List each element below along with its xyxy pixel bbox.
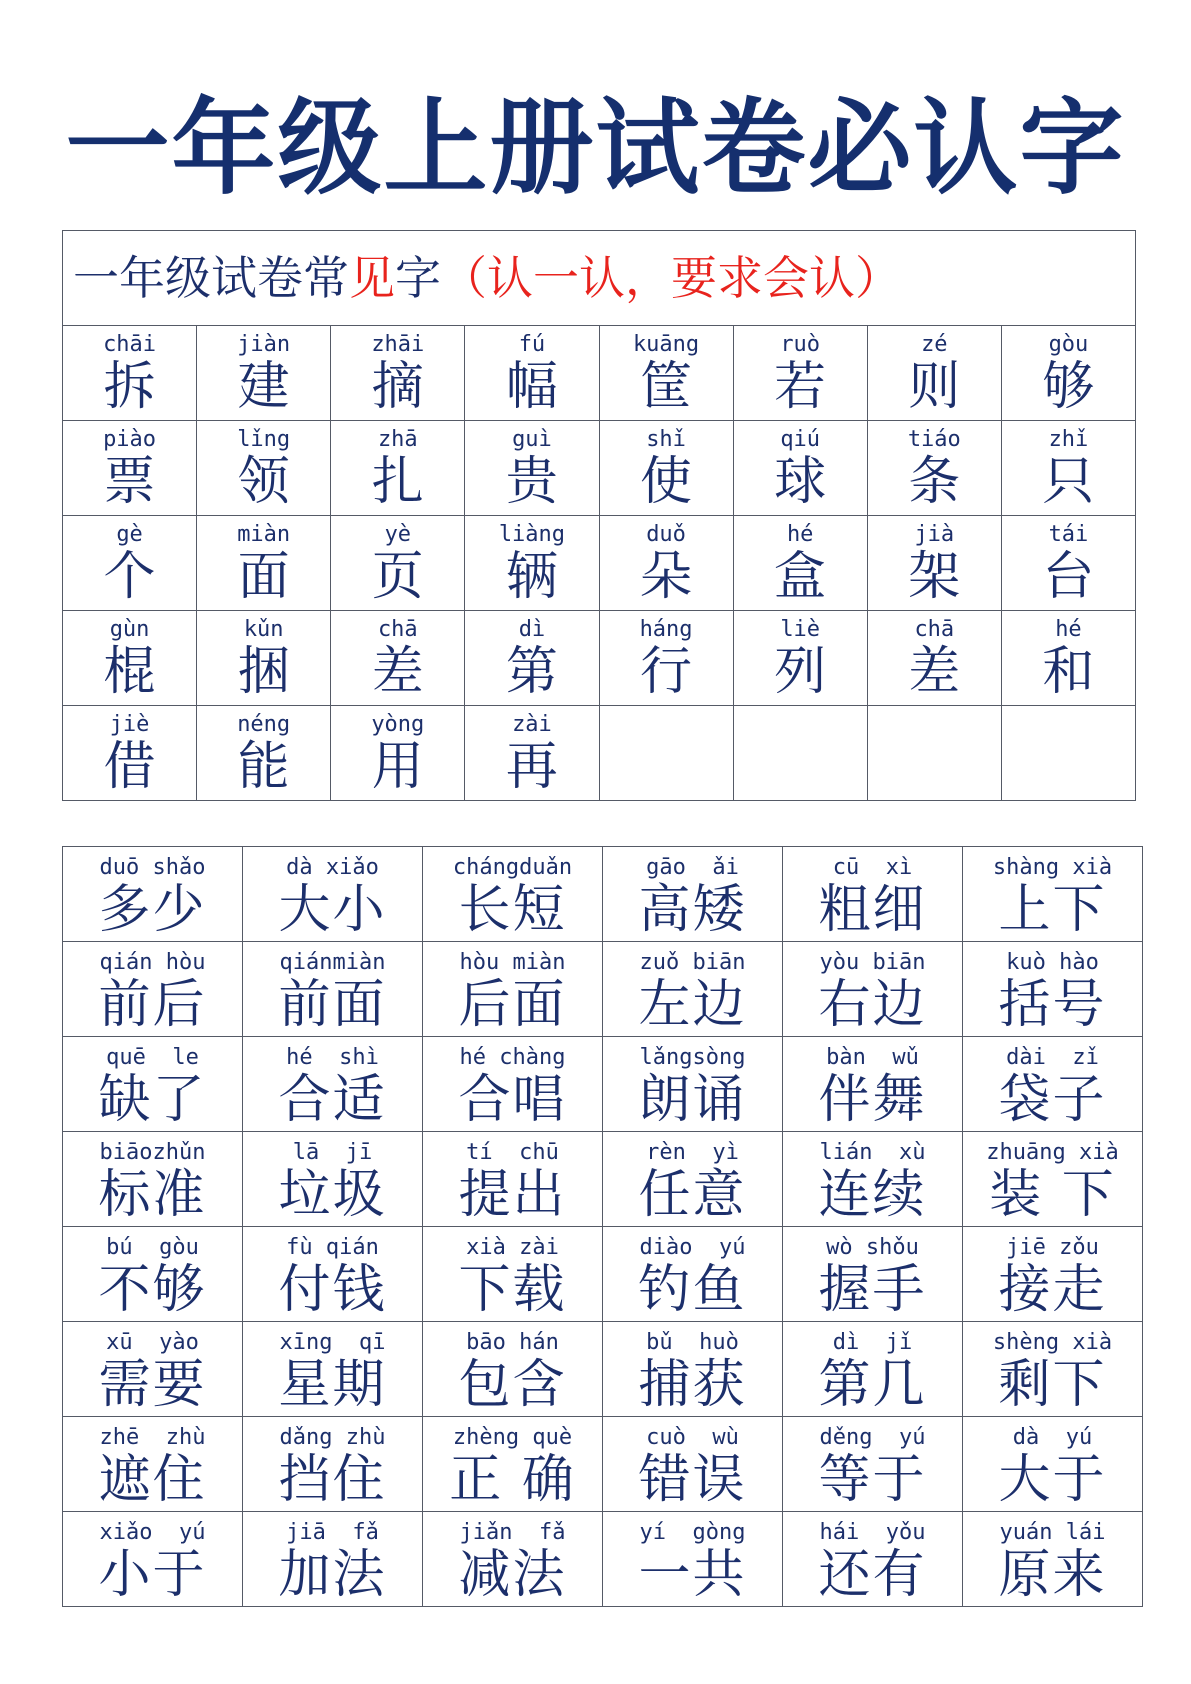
- pinyin-label: dì: [518, 617, 546, 642]
- hanzi-character: 挡住: [278, 1450, 387, 1510]
- pinyin-label: cū xì: [832, 855, 913, 880]
- hanzi-character: 列: [774, 642, 827, 702]
- pinyin-label: chā: [377, 617, 418, 642]
- table-cell: [867, 516, 1001, 611]
- hanzi-character: 盒: [774, 547, 827, 607]
- hanzi-character: 和: [1042, 642, 1095, 702]
- hanzi-character: 连续: [818, 1165, 927, 1225]
- pinyin-label: chā: [914, 617, 955, 642]
- word-table: [62, 846, 1143, 1607]
- pinyin-label: lián xù: [819, 1140, 926, 1165]
- pinyin-label: yè: [384, 522, 412, 547]
- table-cell: [1001, 706, 1135, 801]
- hanzi-character: 大于: [998, 1450, 1107, 1510]
- table-cell: [783, 942, 963, 1037]
- pinyin-label: zé: [921, 332, 948, 357]
- table-cell: [63, 1227, 243, 1322]
- pinyin-label: yuán lái: [999, 1520, 1106, 1545]
- table-cell: [1001, 516, 1135, 611]
- hanzi-character: 筐: [640, 357, 693, 417]
- table-cell: [243, 1322, 423, 1417]
- pinyin-label: háng: [639, 617, 693, 642]
- hanzi-character: 粗细: [818, 880, 927, 940]
- table-cell: [867, 421, 1001, 516]
- pinyin-label: kuò hào: [1006, 950, 1099, 975]
- hanzi-character: 若: [774, 357, 827, 417]
- pinyin-label: yòng: [371, 712, 425, 737]
- table-cell: [603, 1322, 783, 1417]
- pinyin-label: dà yú: [1012, 1425, 1093, 1450]
- pinyin-label: jià: [914, 522, 955, 547]
- table-cell: [465, 611, 599, 706]
- hanzi-character: 缺了: [98, 1070, 207, 1130]
- pinyin-label: bú gòu: [106, 1235, 199, 1260]
- pinyin-label: gāo ǎi: [646, 855, 739, 880]
- table-cell: [243, 1227, 423, 1322]
- hanzi-character: 后面: [458, 975, 567, 1035]
- pinyin-label: biāozhǔn: [99, 1140, 206, 1165]
- hanzi-character: 领: [237, 452, 290, 512]
- hanzi-character: 只: [1042, 452, 1095, 512]
- hanzi-character: 差: [371, 642, 424, 702]
- table-cell: [63, 847, 243, 942]
- table-cell: [783, 1132, 963, 1227]
- table-cell: [331, 611, 465, 706]
- hanzi-character: 合唱: [458, 1070, 567, 1130]
- table-cell: [733, 516, 867, 611]
- table-cell: [603, 1132, 783, 1227]
- table-cell: [599, 516, 733, 611]
- hanzi-character: 使: [640, 452, 693, 512]
- pinyin-label: chāi: [103, 332, 157, 357]
- pinyin-label: hé: [1055, 617, 1082, 642]
- hanzi-character: 多少: [98, 880, 207, 940]
- pinyin-label: zhāi: [371, 332, 425, 357]
- pinyin-label: dǎng zhù: [279, 1425, 386, 1450]
- hanzi-character: 借: [103, 737, 156, 797]
- pinyin-label: gè: [116, 522, 143, 547]
- hanzi-character: 括号: [998, 975, 1107, 1035]
- table-cell: [197, 516, 331, 611]
- hanzi-character: 幅: [505, 357, 558, 417]
- hanzi-character: 前面: [278, 975, 387, 1035]
- table-row: [63, 942, 1143, 1037]
- pinyin-label: yí gòng: [639, 1520, 746, 1545]
- hanzi-character: 长短: [458, 880, 567, 940]
- pinyin-label: fù qián: [286, 1235, 379, 1260]
- pinyin-label: qiánmiàn: [279, 950, 386, 975]
- hanzi-character: 辆: [505, 547, 558, 607]
- pinyin-label: jiǎn fǎ: [459, 1520, 566, 1545]
- hanzi-character: 原来: [998, 1545, 1107, 1605]
- pinyin-label: lā jī: [292, 1140, 373, 1165]
- hanzi-character: 票: [103, 452, 156, 512]
- table-cell: [599, 611, 733, 706]
- table-cell: [867, 611, 1001, 706]
- table-cell: [63, 421, 197, 516]
- hanzi-character: 摘: [371, 357, 424, 417]
- table-cell: [603, 1417, 783, 1512]
- hanzi-character: 上下: [998, 880, 1107, 940]
- hanzi-character: 面: [237, 547, 290, 607]
- hanzi-character: 大小: [278, 880, 387, 940]
- table-cell: [243, 1132, 423, 1227]
- pinyin-label: tiáo: [907, 427, 961, 452]
- pinyin-label: hé: [786, 522, 814, 547]
- pinyin-label: bàn wǔ: [826, 1045, 919, 1070]
- table-cell: [733, 421, 867, 516]
- pinyin-label: zhǐ: [1048, 427, 1089, 452]
- table-row: [63, 1132, 1143, 1227]
- table-cell: [63, 1322, 243, 1417]
- table-cell: [783, 847, 963, 942]
- table-cell: [783, 1037, 963, 1132]
- pinyin-label: fú: [518, 332, 546, 357]
- hanzi-character: 个: [103, 547, 156, 607]
- table-cell: [63, 516, 197, 611]
- pinyin-label: néng: [237, 712, 291, 737]
- hanzi-character: 付钱: [278, 1260, 387, 1320]
- header-text-red-char: 见: [349, 251, 395, 305]
- table-cell: [599, 706, 733, 801]
- pinyin-label: tí chū: [466, 1140, 559, 1165]
- pinyin-label: dài zǐ: [1006, 1045, 1099, 1070]
- pinyin-label: děng yú: [819, 1425, 926, 1450]
- hanzi-character: 用: [371, 737, 424, 797]
- table-cell: [963, 1322, 1143, 1417]
- table-cell: [465, 516, 599, 611]
- page-title: 一年级上册试卷必认字: [65, 87, 1126, 209]
- pinyin-label: miàn: [237, 522, 291, 547]
- hanzi-character: 朗诵: [638, 1070, 747, 1130]
- table-cell: [423, 1227, 603, 1322]
- table-cell: [963, 847, 1143, 942]
- table-row: [63, 847, 1143, 942]
- hanzi-character: 伴舞: [818, 1070, 927, 1130]
- table-cell: [331, 326, 465, 421]
- table-cell: [243, 1512, 423, 1607]
- table-cell: [423, 1322, 603, 1417]
- table-cell: [733, 706, 867, 801]
- single-character-table: [62, 230, 1136, 801]
- pinyin-label: chángduǎn: [452, 855, 573, 880]
- table-cell: [963, 1037, 1143, 1132]
- table-cell: [603, 942, 783, 1037]
- pinyin-label: dà xiǎo: [286, 855, 379, 880]
- table-cell: [963, 1512, 1143, 1607]
- pinyin-label: shàng xià: [992, 855, 1113, 880]
- table-cell: [963, 1227, 1143, 1322]
- table-cell: [63, 326, 197, 421]
- hanzi-character: 高矮: [638, 880, 747, 940]
- pinyin-label: ruò: [780, 332, 821, 357]
- pinyin-label: xiǎo yú: [99, 1520, 206, 1545]
- hanzi-character: 够: [1042, 357, 1095, 417]
- hanzi-character: 第: [505, 642, 558, 702]
- table-cell: [331, 421, 465, 516]
- pinyin-label: zhē zhù: [99, 1425, 206, 1450]
- table-row: [63, 1037, 1143, 1132]
- pinyin-label: diào yú: [639, 1235, 746, 1260]
- table-cell: [963, 942, 1143, 1037]
- hanzi-character: 左边: [638, 975, 747, 1035]
- hanzi-character: 包含: [458, 1355, 567, 1415]
- pinyin-label: gòu: [1048, 332, 1089, 357]
- hanzi-character: 下载: [458, 1260, 567, 1320]
- table-cell: [733, 326, 867, 421]
- hanzi-character: 差: [908, 642, 961, 702]
- table-row: [63, 1512, 1143, 1607]
- table-row: [63, 421, 1136, 516]
- pinyin-label: jiā fǎ: [286, 1520, 379, 1545]
- table-cell: [603, 1037, 783, 1132]
- hanzi-character: 拆: [103, 357, 156, 417]
- table-cell: [465, 706, 599, 801]
- table-cell: [197, 326, 331, 421]
- pinyin-label: hái yǒu: [819, 1520, 926, 1545]
- pinyin-label: tái: [1048, 522, 1089, 547]
- hanzi-character: 钓鱼: [638, 1260, 747, 1320]
- pinyin-label: xīng qī: [279, 1330, 386, 1355]
- table-row: [63, 706, 1136, 801]
- hanzi-character: 前后: [98, 975, 207, 1035]
- table-header-row: [63, 231, 1136, 326]
- pinyin-label: quē le: [106, 1045, 199, 1070]
- table-row: [63, 326, 1136, 421]
- pinyin-label: kuāng: [632, 332, 700, 357]
- table-cell: [465, 326, 599, 421]
- hanzi-character: 小于: [98, 1545, 207, 1605]
- hanzi-character: 标准: [98, 1165, 207, 1225]
- hanzi-character: 捆: [237, 642, 290, 702]
- header-text-middle: 字: [395, 251, 441, 305]
- hanzi-character: 能: [237, 737, 290, 797]
- hanzi-character: 合适: [278, 1070, 387, 1130]
- table-cell: [243, 942, 423, 1037]
- table-cell: [867, 326, 1001, 421]
- pinyin-label: shǐ: [646, 427, 686, 452]
- pinyin-label: qiú: [780, 427, 821, 452]
- pinyin-label: jiè: [109, 712, 150, 737]
- table-cell: [197, 611, 331, 706]
- hanzi-character: 还有: [818, 1545, 927, 1605]
- table-cell: [599, 421, 733, 516]
- table-cell: [867, 706, 1001, 801]
- hanzi-character: 提出: [458, 1165, 567, 1225]
- hanzi-character: 捕获: [638, 1355, 747, 1415]
- table-cell: [733, 611, 867, 706]
- hanzi-character: 剩下: [998, 1355, 1107, 1415]
- hanzi-character: 条: [908, 452, 961, 512]
- pinyin-label: duō shǎo: [99, 855, 206, 880]
- hanzi-character: 贵: [505, 452, 558, 512]
- pinyin-label: dì jǐ: [832, 1330, 913, 1355]
- table-cell: [63, 1132, 243, 1227]
- hanzi-character: 建: [237, 357, 290, 417]
- hanzi-character: 星期: [278, 1355, 387, 1415]
- hanzi-character: 棍: [103, 642, 156, 702]
- pinyin-label: hé chàng: [459, 1045, 566, 1070]
- table-row: [63, 1227, 1143, 1322]
- table-row: [63, 611, 1136, 706]
- pinyin-label: qián hòu: [99, 950, 206, 975]
- table-cell: [243, 847, 423, 942]
- pinyin-label: duǒ: [646, 522, 686, 547]
- table-cell: [331, 706, 465, 801]
- hanzi-character: 再: [505, 737, 558, 797]
- table-cell: [197, 421, 331, 516]
- pinyin-label: xū yào: [106, 1330, 199, 1355]
- hanzi-character: 等于: [818, 1450, 927, 1510]
- pinyin-label: guì: [512, 427, 552, 452]
- pinyin-label: hé shì: [286, 1045, 379, 1070]
- table-cell: [783, 1512, 963, 1607]
- table-cell: [963, 1417, 1143, 1512]
- hanzi-character: 需要: [98, 1355, 207, 1415]
- table-cell: [243, 1037, 423, 1132]
- pinyin-label: zhuāng xià: [986, 1140, 1119, 1165]
- table-cell: [423, 1512, 603, 1607]
- hanzi-character: 错误: [638, 1450, 747, 1510]
- table-cell: [423, 847, 603, 942]
- pinyin-label: hòu miàn: [459, 950, 566, 975]
- pinyin-label: xià zài: [466, 1235, 559, 1260]
- hanzi-character: 加法: [278, 1545, 387, 1605]
- pinyin-label: zài: [512, 712, 552, 737]
- table-row: [63, 1417, 1143, 1512]
- hanzi-character: 右边: [818, 975, 927, 1035]
- table-row: [63, 516, 1136, 611]
- table-cell: [423, 1132, 603, 1227]
- hanzi-character: 垃圾: [278, 1165, 387, 1225]
- hanzi-character: 一共: [638, 1545, 747, 1605]
- table-cell: [1001, 611, 1135, 706]
- hanzi-character: 不够: [98, 1260, 207, 1320]
- table-cell: [63, 1512, 243, 1607]
- table-cell: [63, 1417, 243, 1512]
- table-cell: [465, 421, 599, 516]
- hanzi-character: 任意: [638, 1165, 747, 1225]
- table-cell: [197, 706, 331, 801]
- pinyin-label: bāo hán: [466, 1330, 559, 1355]
- table-cell: [63, 942, 243, 1037]
- pinyin-label: rèn yì: [646, 1140, 739, 1165]
- pinyin-label: gùn: [109, 617, 150, 642]
- table-cell: [331, 516, 465, 611]
- pinyin-label: liàng: [498, 522, 566, 547]
- header-text-instruction: （认一认，要求会认）: [441, 251, 901, 305]
- hanzi-character: 第几: [818, 1355, 927, 1415]
- table-header: [63, 231, 1136, 326]
- pinyin-label: cuò wù: [646, 1425, 739, 1450]
- pinyin-label: wò shǒu: [826, 1235, 919, 1260]
- hanzi-character: 遮住: [98, 1450, 207, 1510]
- pinyin-label: lǎngsòng: [639, 1045, 746, 1070]
- hanzi-character: 球: [774, 452, 827, 512]
- table-cell: [963, 1132, 1143, 1227]
- table-cell: [783, 1322, 963, 1417]
- hanzi-character: 页: [371, 547, 424, 607]
- table-cell: [599, 326, 733, 421]
- hanzi-character: 袋子: [998, 1070, 1107, 1130]
- hanzi-character: 减法: [458, 1545, 567, 1605]
- table-cell: [603, 1512, 783, 1607]
- hanzi-character: 则: [908, 357, 961, 417]
- pinyin-label: liè: [780, 617, 821, 642]
- hanzi-character: 握手: [818, 1260, 927, 1320]
- hanzi-character: 接走: [998, 1260, 1107, 1320]
- pinyin-label: jiē zǒu: [1006, 1235, 1099, 1260]
- pinyin-label: kǔn: [243, 617, 284, 642]
- table-cell: [423, 1417, 603, 1512]
- table-cell: [783, 1417, 963, 1512]
- hanzi-character: 朵: [640, 547, 693, 607]
- pinyin-label: zhā: [377, 427, 418, 452]
- table-row: [63, 1322, 1143, 1417]
- table-cell: [63, 1037, 243, 1132]
- table-cell: [1001, 421, 1135, 516]
- table-cell: [423, 1037, 603, 1132]
- header-text-prefix: 一年级试卷常: [73, 251, 349, 305]
- table-cell: [603, 847, 783, 942]
- hanzi-character: 正 确: [449, 1450, 576, 1510]
- hanzi-character: 台: [1042, 547, 1095, 607]
- pinyin-label: jiàn: [237, 332, 291, 357]
- table-cell: [423, 942, 603, 1037]
- table-cell: [603, 1227, 783, 1322]
- hanzi-character: 行: [640, 642, 693, 702]
- table-cell: [1001, 326, 1135, 421]
- table-cell: [63, 706, 197, 801]
- pinyin-label: piào: [103, 427, 157, 452]
- table-cell: [783, 1227, 963, 1322]
- hanzi-character: 扎: [371, 452, 424, 512]
- table-cell: [63, 611, 197, 706]
- hanzi-character: 架: [908, 547, 961, 607]
- table-cell: [243, 1417, 423, 1512]
- hanzi-character: 装 下: [989, 1165, 1116, 1225]
- pinyin-label: zhèng què: [452, 1425, 573, 1450]
- pinyin-label: shèng xià: [992, 1330, 1113, 1355]
- pinyin-label: lǐng: [237, 427, 291, 452]
- pinyin-label: zuǒ biān: [639, 950, 746, 975]
- pinyin-label: bǔ huò: [646, 1330, 739, 1355]
- pinyin-label: yòu biān: [819, 950, 926, 975]
